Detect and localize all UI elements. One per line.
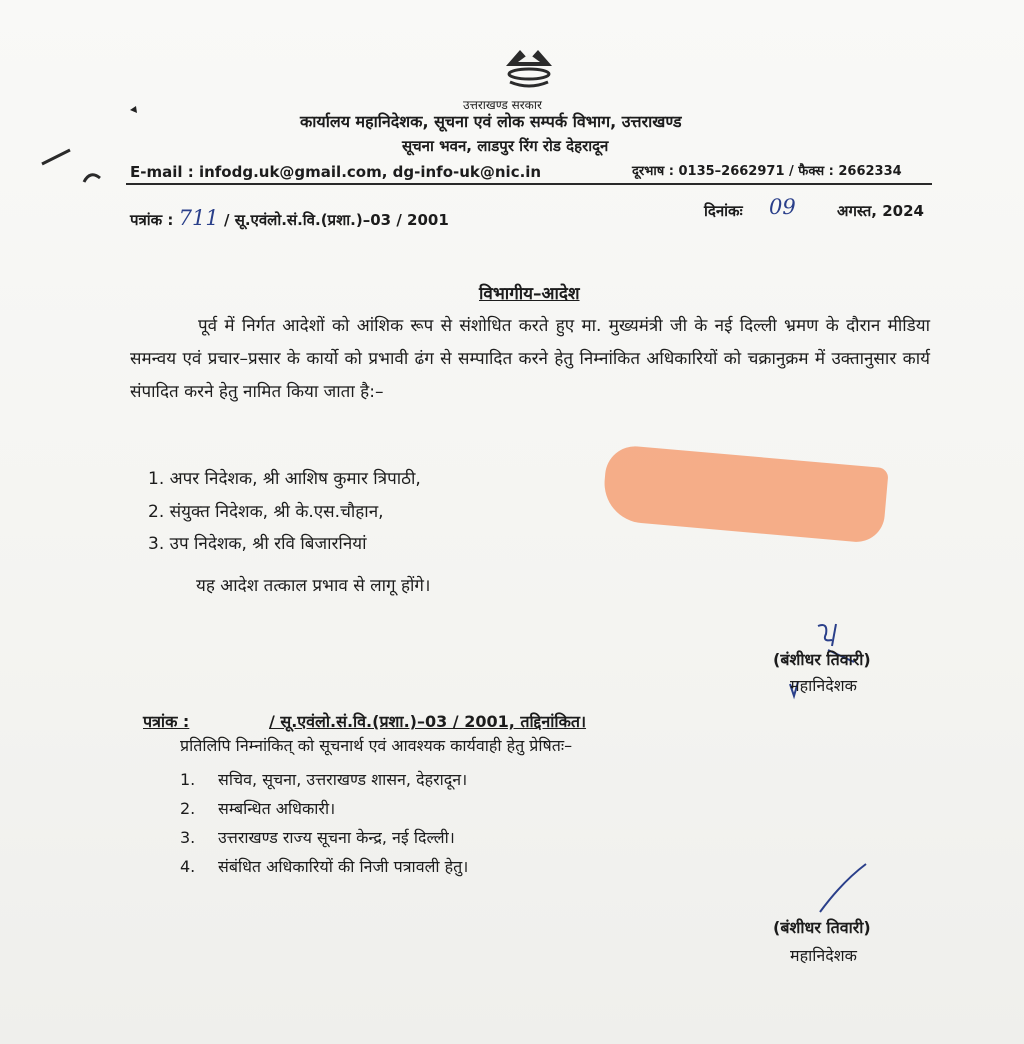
copy-recipient-number: 2. — [180, 799, 196, 818]
copy-recipient-text: संबंधित अधिकारियों की निजी पत्रावली हेतु। — [218, 857, 469, 876]
signatory-designation: महानिदेशक — [790, 676, 857, 695]
date-label: दिनांकः — [704, 202, 743, 220]
copy-recipient-text: सम्बन्धित अधिकारी। — [218, 799, 336, 818]
copy-recipient — [180, 768, 467, 790]
order-title: विभागीय–आदेश — [479, 284, 580, 304]
copy-recipient-text: सचिव, सूचना, उत्तराखण्ड शासन, देहरादून। — [218, 770, 468, 789]
header-office: कार्यालय महानिदेशक, सूचना एवं लोक सम्पर्क विभाग, उत्तराखण्ड — [300, 112, 682, 131]
header-address: सूचना भवन, लाडपुर रिंग रोड देहरादून — [402, 137, 609, 155]
signatory-name: (बंशीधर तिवारी) — [773, 918, 871, 937]
uttarakhand-emblem-icon — [500, 44, 558, 90]
header-divider — [126, 183, 932, 185]
reference-line — [130, 206, 449, 230]
copy-reference-code: / सू.एवंलो.सं.वि.(प्रशा.)–03 / 2001, तद्दिनांकित। — [269, 712, 587, 731]
signatory-name: (बंशीधर तिवारी) — [773, 650, 871, 669]
reference-code: / सू.एवंलो.सं.वि.(प्रशा.)–03 / 2001 — [224, 211, 449, 229]
copy-recipient — [180, 855, 468, 877]
officer-item: 1. अपर निदेशक, श्री आशिष कुमार त्रिपाठी, — [148, 469, 421, 489]
ink-dot-mark — [128, 104, 140, 116]
copy-recipient-number: 3. — [180, 828, 196, 847]
highlight-mark — [601, 444, 889, 544]
copy-recipient-number: 4. — [180, 857, 196, 876]
signatory-designation: महानिदेशक — [790, 946, 857, 965]
copy-recipient — [180, 826, 455, 848]
date-month-year: अगस्त, 2024 — [837, 202, 924, 220]
order-paragraph: पूर्व में निर्गत आदेशों को आंशिक रूप से संशोधित करते हुए मा. मुख्यमंत्री जी के नई दिल्ली भ्रमण के दौरान मीडिया समन्वय एवं प्रचार–प्रसार के कार्यो को प्रभावी ढंग से सम्पादित करने हेतु निम्नांकित अधिकारियों को चक्रानुक्रम में उक्तानुसार कार्य संपादित करने हेतु नामित किया जाता है:– — [130, 316, 930, 402]
copy-intro: प्रतिलिपि निम्नांकित् को सूचनार्थ एवं आवश्यक कार्यवाही हेतु प्रेषितः– — [180, 736, 573, 755]
copy-recipient — [180, 797, 335, 819]
reference-number-handwritten: 711 — [178, 206, 219, 230]
copy-recipient-number: 1. — [180, 770, 196, 789]
officer-item: 3. उप निदेशक, श्री रवि बिजारनियां — [148, 534, 367, 554]
copy-reference-label: पत्रांक : — [143, 712, 190, 731]
signature-mark — [812, 862, 872, 918]
date-day-handwritten: 09 — [769, 195, 796, 219]
header-email: E-mail : infodg.uk@gmail.com, dg-info-uk@nic.in — [130, 163, 542, 181]
reference-label: पत्रांक : — [130, 211, 174, 229]
margin-pen-mark — [36, 142, 116, 192]
officer-item: 2. संयुक्त निदेशक, श्री के.एस.चौहान, — [148, 502, 384, 522]
copy-recipient-text: उत्तराखण्ड राज्य सूचना केन्द्र, नई दिल्ली। — [218, 828, 455, 847]
header-phone: दूरभाष : 0135–2662971 / फैक्स : 2662334 — [632, 164, 902, 179]
header-government: उत्तराखण्ड सरकार — [463, 98, 542, 112]
order-effect-statement: यह आदेश तत्काल प्रभाव से लागू होंगे। — [196, 576, 431, 596]
